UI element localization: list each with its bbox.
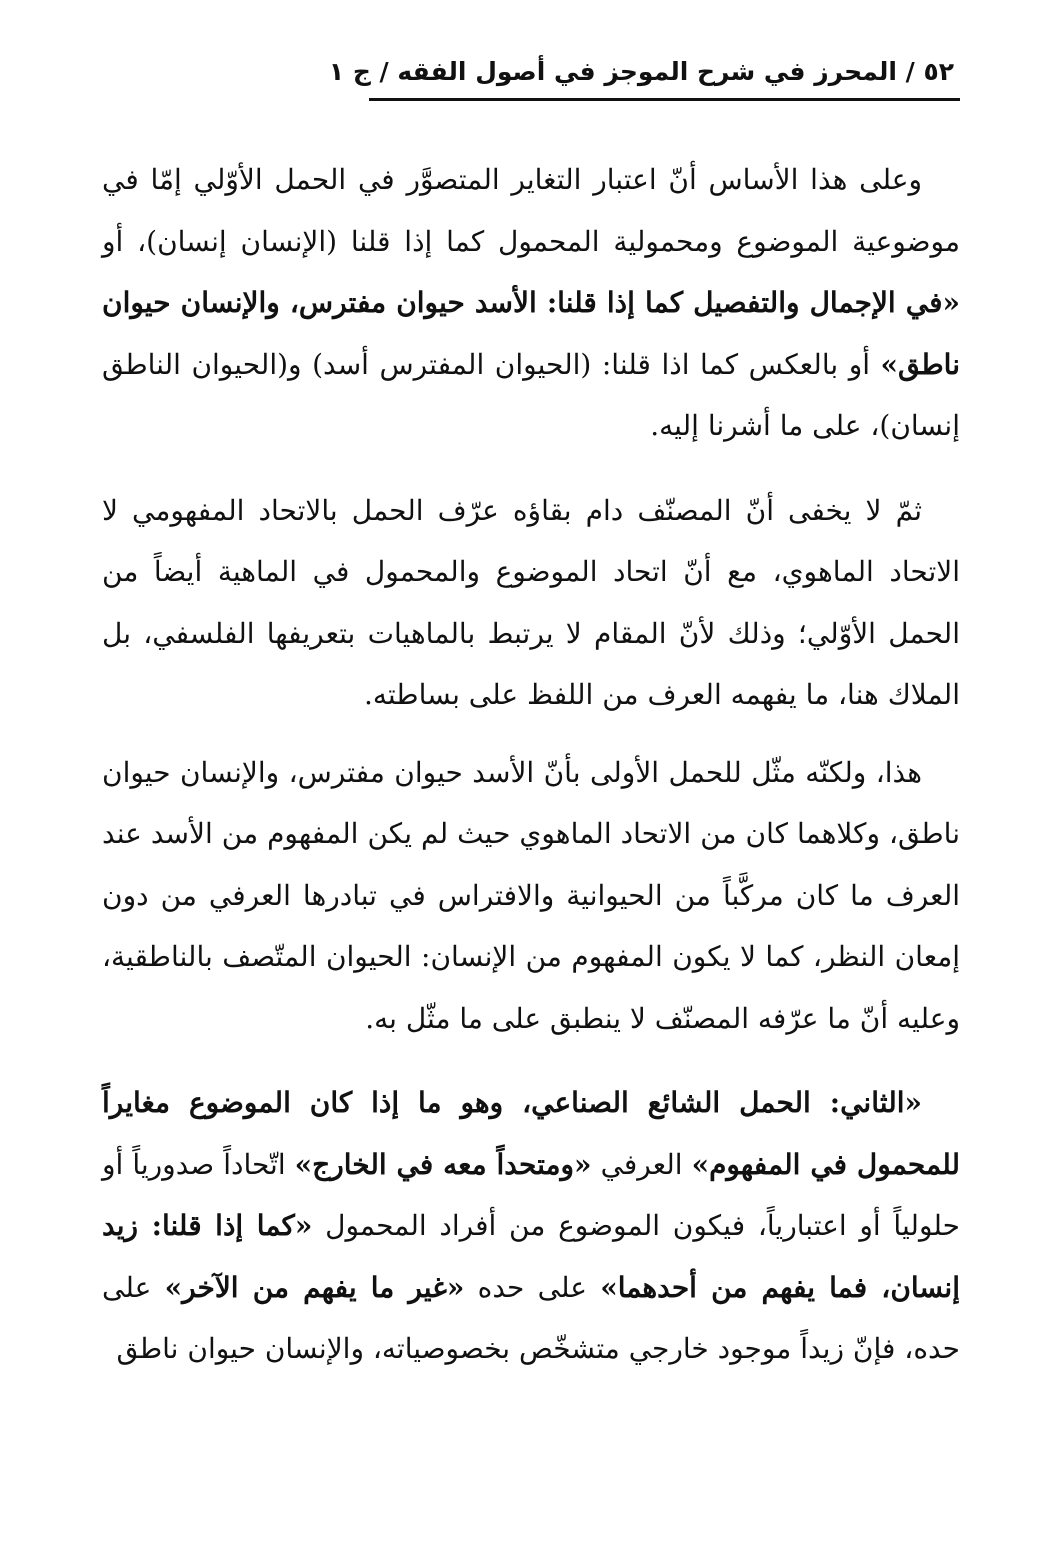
paragraph-3 bbox=[102, 742, 960, 1050]
text-run: وعلى هذا الأساس أنّ اعتبار التغاير المتصوَّر في الحمل الأوّلي إمّا في موضوعية الموضوع ومحمولية المحمول كما إذا قلنا (الإنسان إنسان)، أو bbox=[102, 163, 960, 258]
bold-quote: «كما إذا قلنا: زيد إنسان، فما يفهم من أحدهما» bbox=[102, 1209, 960, 1304]
page bbox=[102, 52, 960, 1403]
body-text bbox=[102, 149, 960, 1380]
text-run: العرفي bbox=[591, 1147, 692, 1181]
text-run: على حده، فإنّ زيداً موجود خارجي متشخّص بخصوصياته، والإنسان حيوان ناطق bbox=[102, 1270, 960, 1365]
paragraph-4 bbox=[102, 1072, 960, 1380]
text-run: على حده bbox=[464, 1270, 601, 1304]
text-run: ثمّ لا يخفى أنّ المصنّف دام بقاؤه عرّف الحمل بالاتحاد المفهومي لا الاتحاد الماهوي، مع أنّ اتحاد الموضوع والمحمول في الماهية أيضاً من الحمل الأوّلي؛ وذلك لأنّ المقام لا يرتبط بالماهيات بتعريفها الفلسفي، بل الملاك هنا، ما يفهمه العرف من اللفظ على بساطته. bbox=[102, 493, 960, 711]
running-head: ٥٢ / المحرز في شرح الموجز في أصول الفقه / ج ١ bbox=[369, 52, 960, 101]
text-run: اتّحاداً صدورياً أو حلولياً أو اعتبارياً، فيكون الموضوع من أفراد المحمول bbox=[102, 1147, 960, 1242]
bold-quote: «ومتحداً معه في الخارج» bbox=[294, 1147, 592, 1181]
bold-quote: «غير ما يفهم من الآخر» bbox=[164, 1270, 465, 1304]
paragraph-1 bbox=[102, 149, 960, 457]
bold-quote: «في الإجمال والتفصيل كما إذا قلنا: الأسد حيوان مفترس، والإنسان حيوان ناطق» bbox=[102, 286, 960, 381]
bold-quote: «الثاني: الحمل الشائع الصناعي، وهو ما إذا كان الموضوع مغايراً للمحمول في المفهوم» bbox=[102, 1086, 960, 1181]
text-run: هذا، ولكنّه مثّل للحمل الأولى بأنّ الأسد حيوان مفترس، والإنسان حيوان ناطق، وكلاهما كان من الاتحاد الماهوي حيث لم يكن المفهوم من الأسد عند العرف ما كان مركَّباً من الحيوانية والافتراس في تبادرها العرفي من دون إمعان النظر، كما لا يكون المفهوم من الإنسان: الحيوان المتّصف بالناطقية، وعليه أنّ ما عرّفه المصنّف لا ينطبق على ما مثّل به. bbox=[102, 755, 961, 1035]
paragraph-2 bbox=[102, 480, 960, 726]
text-run: أو بالعكس كما اذا قلنا: (الحيوان المفترس أسد) و(الحيوان الناطق إنسان)، على ما أشرنا إليه. bbox=[102, 347, 960, 442]
